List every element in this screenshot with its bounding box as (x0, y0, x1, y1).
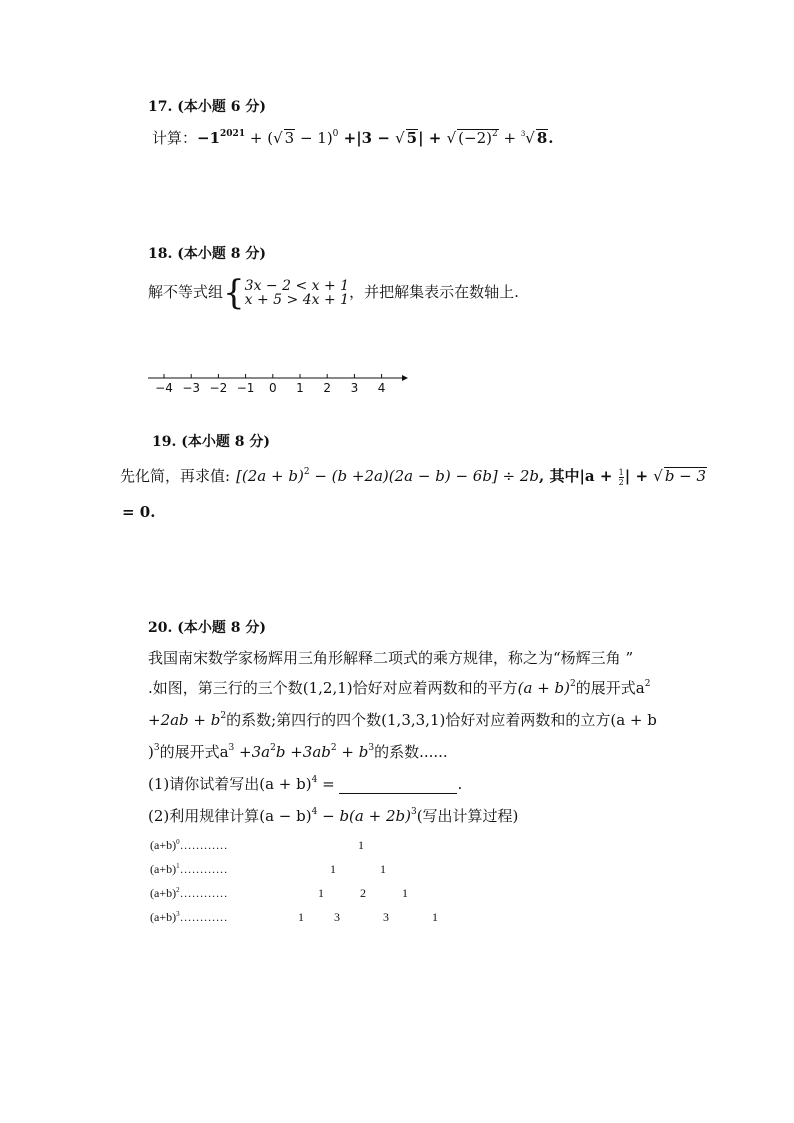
sqrt-symbol: √ (395, 129, 405, 147)
q17-header: 17. (本小题 6 分) (148, 99, 266, 115)
q20-paragraph-2 (148, 678, 650, 698)
q20-p2c: 的展开式a (575, 679, 645, 697)
triangle-number: 1 (298, 910, 304, 924)
triangle-number: 3 (383, 910, 389, 924)
triangle-row-label: $(a+b)^0\dots\dots\dots\dots$ (150, 838, 228, 852)
number-line-tick-label: −2 (209, 381, 228, 395)
q17-term7: . (548, 129, 554, 147)
sqrt-symbol: √ (525, 129, 535, 147)
q20-s2b: − b(a + 2b) (317, 807, 411, 825)
q20-p4h: 2 (330, 743, 337, 753)
number-line-tick-label: −1 (236, 381, 255, 395)
q20-p4i: + b (336, 743, 369, 761)
q18-suffix: ，并把解集表示在数轴上. (349, 283, 519, 301)
brace-icon: { (223, 273, 245, 313)
q19-prompt: 先化简，再求值: (120, 467, 231, 485)
q20-p4a: ) (148, 743, 154, 761)
q20-s1b: = (317, 775, 340, 793)
q17-root2: 5 (406, 129, 418, 147)
q20-p3b: 的系数;第四行的四个数(1,3,3,1)恰好对应着两数和的立方(a + b (226, 711, 657, 729)
q20-s1e: 4 (311, 775, 318, 785)
q20-p4j: 3 (368, 743, 375, 753)
q20-p2d: 2 (644, 679, 651, 689)
q20-s1c: . (457, 775, 463, 793)
q18-ineq2: x + 5 > 4x + 1 (244, 292, 350, 308)
q17-term4: +|3 − (338, 129, 396, 147)
triangle-number: 1 (358, 838, 364, 852)
q20-p4f: 2 (270, 743, 276, 753)
triangle-row-label: $(a+b)^2\dots\dots\dots\dots$ (150, 886, 228, 900)
triangle-number: 3 (334, 910, 340, 924)
number-line-tick-label: 1 (296, 381, 304, 395)
q20-p2a: .如图，第三行的三个数(1,2,1)恰好对应着两数和的平方 (148, 679, 518, 697)
number-line-tick-label: −3 (182, 381, 201, 395)
q17-exp3: 2 (491, 129, 498, 139)
number-line-tick-label: −4 (155, 381, 173, 395)
q19-header: 19. (本小题 8 分) (152, 434, 270, 450)
q20-subquestion-2 (148, 806, 518, 826)
q20-paragraph-3 (148, 710, 657, 730)
q19-expr: [(2a + b) (236, 467, 304, 485)
q19-fraction (619, 468, 624, 487)
q17-root4: 8 (536, 129, 548, 147)
q19-exp1: 2 (303, 467, 310, 477)
q20-s2a: (2)利用规律计算(a − b) (148, 807, 312, 825)
number-line-tick-label: 3 (350, 381, 359, 395)
number-line-ticks (164, 374, 382, 378)
q17-root3: (−2) (458, 129, 492, 147)
q20-p4c: 3 (228, 743, 235, 753)
q17-term6: + (498, 129, 521, 147)
q17-root3-wrap (457, 129, 499, 146)
q17-term2: + ( (245, 129, 274, 147)
q19-frac-den: 2 (618, 477, 624, 487)
q18-ineq1: 3x − 2 < x + 1 (244, 278, 350, 294)
q19-cond-prefix: , 其中|a + (539, 467, 618, 485)
q17-term1: −1 (197, 129, 221, 147)
q20-p3a: +2ab + b (148, 711, 221, 729)
triangle-number: 1 (432, 910, 438, 924)
q20-p4k: 的系数...... (374, 743, 448, 761)
q19-expr2: − (b +2a)(2a − b) − 6b] ÷ 2b (309, 467, 540, 485)
q18-system (148, 273, 519, 313)
triangle-number: 1 (402, 886, 408, 900)
q18-prompt: 解不等式组 (148, 283, 224, 301)
triangle-number: 1 (330, 862, 336, 876)
q19-line2: = 0. (122, 503, 156, 521)
q17-root1: 3 (284, 129, 295, 147)
q20-p2b: (a + b) (517, 679, 571, 697)
q17-prompt: 计算： (152, 129, 198, 147)
q20-s1a: (1)请你试着写出(a + b) (148, 775, 312, 793)
number-line-tick-label: 2 (323, 381, 331, 395)
q20-s2e: 4 (311, 807, 318, 817)
number-line-tick-label: 4 (377, 381, 386, 395)
q17-exp1: 2021 (220, 129, 246, 139)
triangle-number: 1 (318, 886, 324, 900)
q20-p4e: 3 (153, 743, 160, 753)
q20-p2e: 2 (570, 679, 576, 689)
q19-expression (120, 466, 707, 487)
q17-term3: − 1) (295, 129, 333, 147)
q20-subquestion-1 (148, 774, 462, 794)
q19-frac-num: 1 (618, 467, 624, 477)
triangle-row-label: $(a+b)^3\dots\dots\dots\dots$ (150, 910, 228, 924)
q20-p3e: 2 (220, 711, 227, 721)
q19-cond-mid: | + (624, 467, 654, 485)
triangle-row-label: $(a+b)^1\dots\dots\dots\dots$ (150, 862, 228, 876)
q20-p4b: 的展开式a (159, 743, 229, 761)
q17-expression (152, 128, 554, 148)
q19-root: b − 3 (664, 467, 707, 485)
q20-paragraph-1: 我国南宋数学家杨辉用三角形解释二项式的乘方规律，称之为“杨辉三角 ” (148, 649, 634, 667)
triangle-number: 2 (360, 886, 366, 900)
q20-header: 20. (本小题 8 分) (148, 620, 266, 636)
arrow-right-icon (402, 375, 408, 381)
number-line-tick-label: 0 (268, 381, 277, 395)
sqrt-symbol: √ (653, 467, 663, 485)
q18-inequalities (245, 279, 349, 307)
q20-p4g: b +3ab (275, 743, 331, 761)
q17-cube-index: 3 (520, 130, 526, 138)
q17-exp2: 0 (332, 129, 339, 139)
q20-paragraph-4 (148, 742, 448, 762)
q20-s2f: 3 (410, 807, 417, 817)
q20-s2c: (写出计算过程) (416, 807, 519, 825)
answer-blank[interactable] (339, 779, 457, 794)
triangle-number: 1 (380, 862, 386, 876)
sqrt-symbol: √ (446, 129, 457, 147)
q17-term5: | + (418, 129, 447, 147)
q18-header: 18. (本小题 8 分) (148, 246, 266, 262)
q20-p4d: +3a (234, 743, 271, 761)
sqrt-symbol: √ (273, 129, 283, 147)
